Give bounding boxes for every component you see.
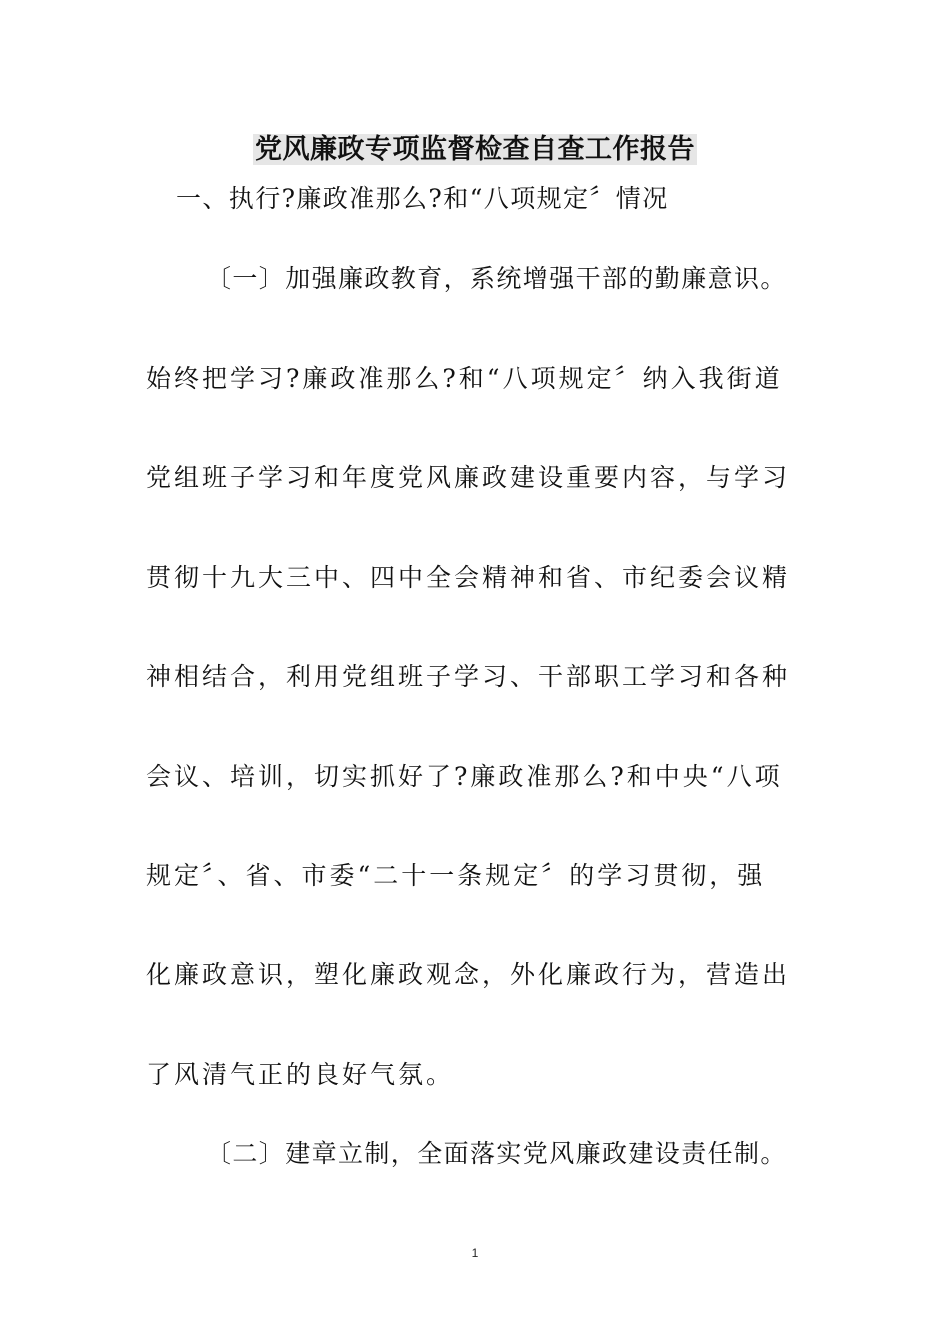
paragraph-line: 会议、培训，切实抓好了?廉政准那么?和中央“八项: [146, 762, 783, 791]
page-number: 1: [471, 1246, 479, 1260]
paragraph-line: 党组班子学习和年度党风廉政建设重要内容，与学习: [146, 463, 791, 492]
paragraph-line: 贯彻十九大三中、四中全会精神和省、市纪委会议精: [146, 563, 791, 592]
subheading-2: 〔二〕建章立制，全面落实党风廉政建设责任制。: [206, 1139, 787, 1168]
document-title-text: 党风廉政专项监督检查自查工作报告: [255, 134, 695, 165]
document-title: [0, 132, 950, 168]
paragraph-line: 化廉政意识，塑化廉政观念，外化廉政行为，营造出: [146, 960, 791, 989]
section-heading: 一、执行?廉政准那么?和“八项规定〞情况: [176, 184, 669, 213]
paragraph-line: 了风清气正的良好气氛。: [146, 1060, 455, 1089]
subheading-1: 〔一〕加强廉政教育，系统增强干部的勤廉意识。: [206, 264, 787, 293]
paragraph-line: 神相结合，利用党组班子学习、干部职工学习和各种: [146, 662, 791, 691]
paragraph-line: 始终把学习?廉政准那么?和“八项规定〞纳入我街道: [146, 364, 783, 393]
paragraph-line: 规定〞、省、市委“二十一条规定〞的学习贯彻，强: [146, 861, 766, 890]
